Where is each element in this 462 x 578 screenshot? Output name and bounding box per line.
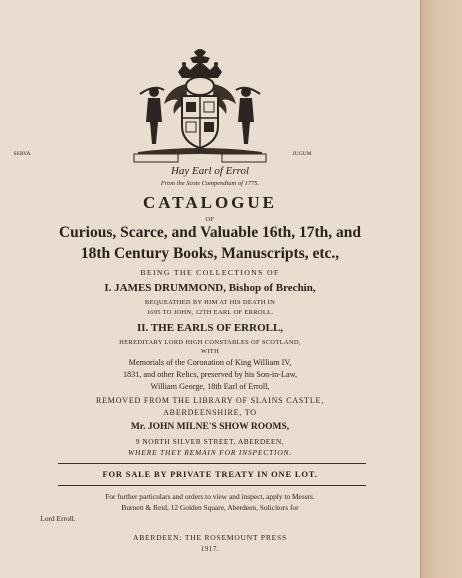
crest-caption: Hay Earl of Errol (170, 165, 250, 177)
imprint-press: ABERDEEN: THE ROSEMOUNT PRESS (133, 533, 287, 542)
subtitle-line-2: 18th Century Books, Manuscripts, etc., (80, 245, 340, 262)
particulars-line3: Lord Erroll. (40, 514, 76, 523)
section1-line2: 1695 TO JOHN, 12TH EARL OF ERROLL. (146, 309, 274, 316)
imprint-year: 1917. (200, 545, 220, 553)
section1-line1: BEQUEATHED BY HIM AT HIS DEATH IN (144, 299, 276, 306)
showrooms-note: WHERE THEY REMAIN FOR INSPECTION. (127, 448, 293, 457)
divider-top (58, 463, 366, 464)
divider-bottom (58, 485, 366, 486)
removed-line2: ABERDEENSHIRE, TO (163, 408, 257, 417)
removed-line1: REMOVED FROM THE LIBRARY OF SLAINS CASTLE, (95, 396, 325, 405)
crest-source: From the Scots Compendium of 1775. (160, 180, 260, 187)
particulars-line1: For further particulars and orders to view and inspect, apply to Messrs. (105, 492, 315, 501)
section2-with: WITH (200, 348, 220, 355)
showrooms-name: Mr. JOHN MILNE'S SHOW ROOMS, (130, 422, 290, 432)
particulars-line2: Burnett & Reid, 12 Golden Square, Aberdeen, Solicitors for (121, 503, 299, 512)
section2-line2: Memorials of the Coronation of King William IV, (128, 358, 292, 367)
subtitle-line-1: Curious, Scarce, and Valuable 16th, 17th, and (58, 224, 362, 241)
of-label: OF (205, 216, 215, 223)
motto-left: SERVA (13, 151, 31, 157)
page-title: CATALOGUE (142, 193, 278, 212)
sale-notice: FOR SALE BY PRIVATE TREATY IN ONE LOT. (102, 469, 318, 479)
section1-heading: I. JAMES DRUMMOND, Bishop of Brechin, (104, 282, 316, 294)
page-edge (420, 0, 462, 578)
section2-line3: 1831, and other Relics, preserved by his Son-in-Law, (122, 370, 298, 379)
section2-heading: II. THE EARLS OF ERROLL, (136, 322, 284, 334)
being-collections: BEING THE COLLECTIONS OF (140, 268, 280, 277)
section2-line4: William George, 18th Earl of Erroll, (150, 382, 270, 391)
coat-of-arms-icon (120, 44, 280, 179)
showrooms-address: 9 NORTH SILVER STREET, ABERDEEN, (135, 437, 285, 446)
page-edge-line (420, 0, 421, 578)
motto-right: JUGUM (292, 151, 312, 157)
section2-line1: HEREDITARY LORD HIGH CONSTABLES OF SCOTLAND, (119, 339, 301, 346)
